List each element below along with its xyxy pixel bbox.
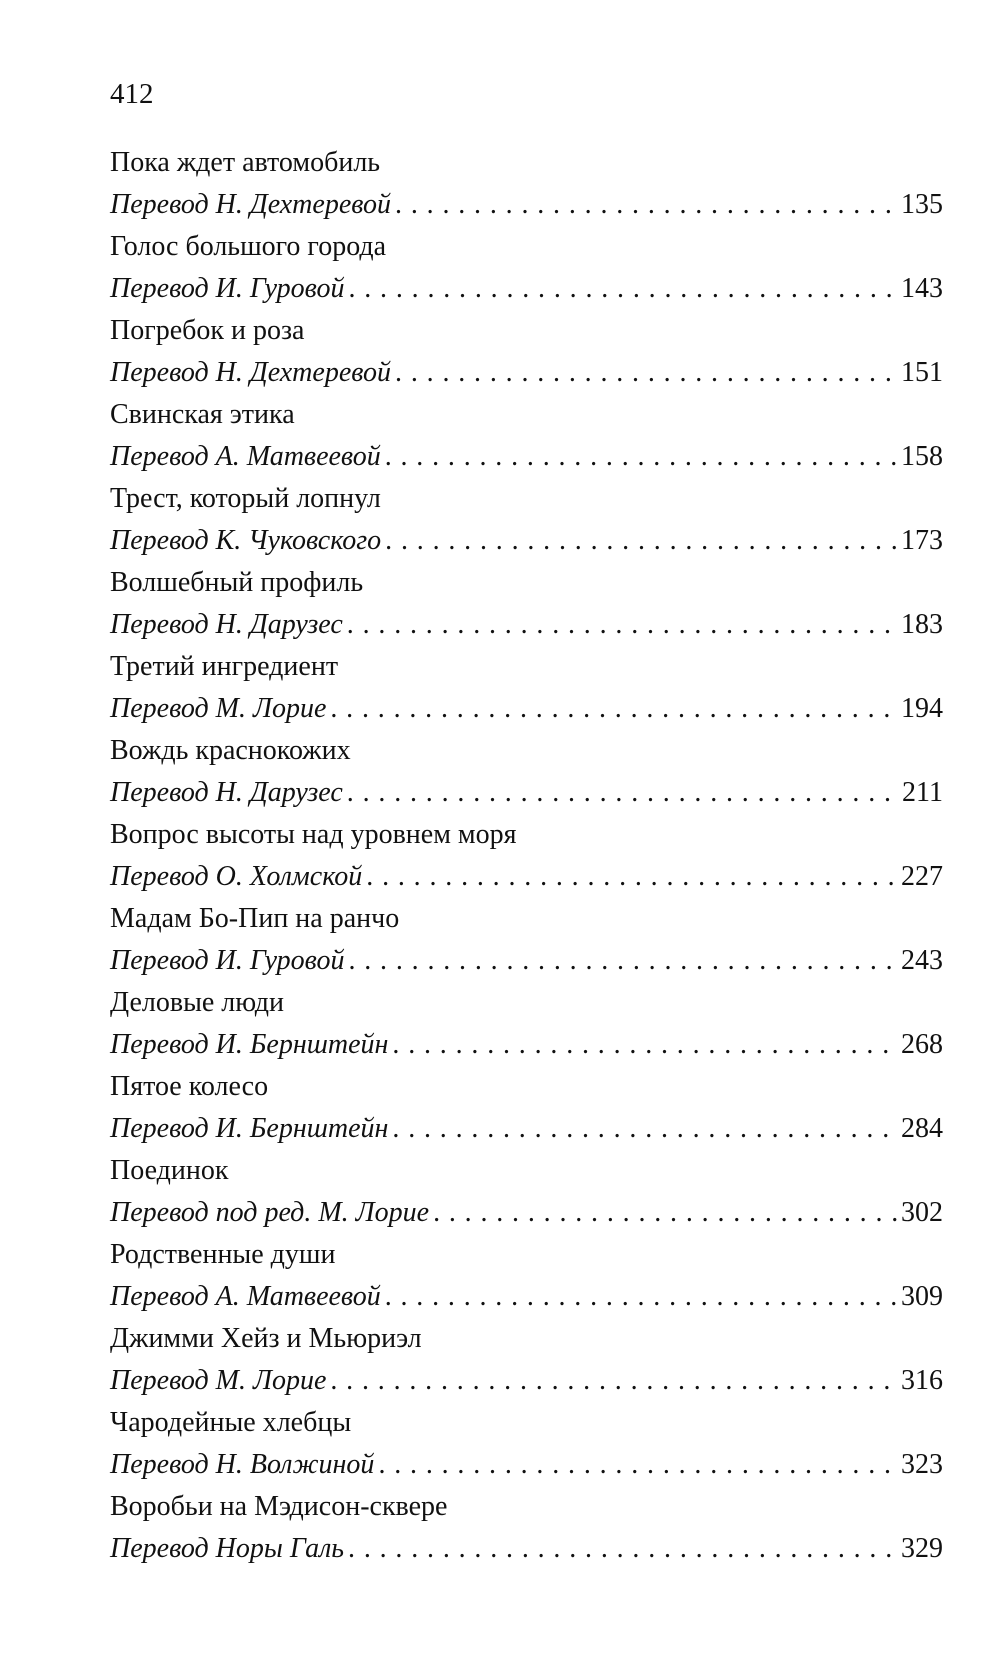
- dot-leader: [344, 940, 899, 982]
- translator-credit: Перевод А. Матвеевой: [110, 1281, 381, 1312]
- story-page-number: 284: [901, 1113, 943, 1144]
- toc-entry: [110, 1234, 943, 1318]
- translator-line: [110, 604, 943, 646]
- dot-leader: [381, 1276, 899, 1318]
- dot-leader: [388, 1024, 899, 1066]
- table-of-contents: [110, 142, 943, 1570]
- translator-line: [110, 688, 943, 730]
- toc-entry: [110, 310, 943, 394]
- story-page-number: 135: [901, 189, 943, 220]
- story-title: Вопрос высоты над уровнем моря: [110, 819, 517, 850]
- page-number: 412: [110, 78, 154, 110]
- dot-leader: [381, 520, 899, 562]
- translator-credit: Перевод И. Гуровой: [110, 945, 345, 976]
- story-title: Деловые люди: [110, 987, 285, 1018]
- translator-line: [110, 268, 943, 310]
- translator-credit: Перевод Н. Дехтеревой: [110, 189, 392, 220]
- toc-entry: [110, 646, 943, 730]
- toc-entry: [110, 1318, 943, 1402]
- toc-entry: [110, 226, 943, 310]
- dot-leader: [381, 436, 899, 478]
- translator-credit: Перевод О. Холмской: [110, 861, 363, 892]
- story-page-number: 243: [901, 945, 943, 976]
- toc-entry: [110, 142, 943, 226]
- translator-credit: Перевод Норы Галь: [110, 1533, 345, 1564]
- translator-credit: Перевод Н. Дехтеревой: [110, 357, 392, 388]
- story-title: Трест, который лопнул: [110, 483, 381, 514]
- story-title: Пока ждет автомобиль: [110, 147, 381, 178]
- toc-entry: [110, 394, 943, 478]
- translator-line: [110, 352, 943, 394]
- story-page-number: 309: [901, 1281, 943, 1312]
- story-page-number: 302: [901, 1197, 943, 1228]
- translator-credit: Перевод Н. Дарузес: [110, 777, 343, 808]
- translator-credit: Перевод А. Матвеевой: [110, 441, 381, 472]
- story-title: Воробьи на Мэдисон-сквере: [110, 1491, 448, 1522]
- story-page-number: 158: [901, 441, 943, 472]
- story-page-number: 183: [901, 609, 943, 640]
- translator-line: [110, 1444, 943, 1486]
- story-title: Голос большого города: [110, 231, 387, 262]
- story-title: Свинская этика: [110, 399, 295, 430]
- dot-leader: [344, 1528, 899, 1570]
- translator-line: [110, 184, 943, 226]
- toc-entry: [110, 1486, 943, 1570]
- story-page-number: 316: [901, 1365, 943, 1396]
- translator-credit: Перевод И. Бернштейн: [110, 1029, 389, 1060]
- story-page-number: 211: [902, 777, 943, 808]
- translator-line: [110, 1276, 943, 1318]
- story-title: Пятое колесо: [110, 1071, 269, 1102]
- translator-line: [110, 1024, 943, 1066]
- translator-line: [110, 1528, 943, 1570]
- story-page-number: 194: [901, 693, 943, 724]
- translator-line: [110, 436, 943, 478]
- toc-entry: [110, 1066, 943, 1150]
- toc-entry: [110, 982, 943, 1066]
- toc-entry: [110, 730, 943, 814]
- translator-credit: Перевод И. Бернштейн: [110, 1113, 389, 1144]
- story-page-number: 151: [901, 357, 943, 388]
- story-title: Вождь краснокожих: [110, 735, 351, 766]
- story-title: Чародейные хлебцы: [110, 1407, 352, 1438]
- dot-leader: [344, 268, 899, 310]
- translator-line: [110, 940, 943, 982]
- dot-leader: [429, 1192, 899, 1234]
- dot-leader: [374, 1444, 899, 1486]
- translator-line: [110, 520, 943, 562]
- dot-leader: [391, 184, 899, 226]
- dot-leader: [326, 688, 899, 730]
- toc-entry: [110, 478, 943, 562]
- translator-line: [110, 1360, 943, 1402]
- story-page-number: 227: [901, 861, 943, 892]
- story-title: Поединок: [110, 1155, 229, 1186]
- translator-line: [110, 1192, 943, 1234]
- translator-credit: Перевод под ред. М. Лорие: [110, 1197, 430, 1228]
- toc-entry: [110, 1402, 943, 1486]
- translator-credit: Перевод Н. Волжиной: [110, 1449, 375, 1480]
- story-title: Мадам Бо-Пип на ранчо: [110, 903, 400, 934]
- translator-line: [110, 772, 943, 814]
- dot-leader: [362, 856, 899, 898]
- translator-line: [110, 1108, 943, 1150]
- toc-entry: [110, 562, 943, 646]
- story-page-number: 268: [901, 1029, 943, 1060]
- story-title: Третий ингредиент: [110, 651, 339, 682]
- dot-leader: [388, 1108, 899, 1150]
- story-page-number: 323: [901, 1449, 943, 1480]
- story-title: Родственные души: [110, 1239, 336, 1270]
- dot-leader: [343, 772, 900, 814]
- translator-credit: Перевод И. Гуровой: [110, 273, 345, 304]
- dot-leader: [391, 352, 899, 394]
- story-title: Джимми Хейз и Мьюриэл: [110, 1323, 422, 1354]
- story-page-number: 329: [901, 1533, 943, 1564]
- story-page-number: 173: [901, 525, 943, 556]
- translator-credit: Перевод М. Лорие: [110, 1365, 327, 1396]
- translator-line: [110, 856, 943, 898]
- story-title: Волшебный профиль: [110, 567, 364, 598]
- story-title: Погребок и роза: [110, 315, 305, 346]
- toc-entry: [110, 814, 943, 898]
- story-page-number: 143: [901, 273, 943, 304]
- translator-credit: Перевод М. Лорие: [110, 693, 327, 724]
- dot-leader: [326, 1360, 899, 1402]
- toc-entry: [110, 1150, 943, 1234]
- toc-entry: [110, 898, 943, 982]
- translator-credit: Перевод Н. Дарузес: [110, 609, 343, 640]
- dot-leader: [343, 604, 899, 646]
- translator-credit: Перевод К. Чуковского: [110, 525, 382, 556]
